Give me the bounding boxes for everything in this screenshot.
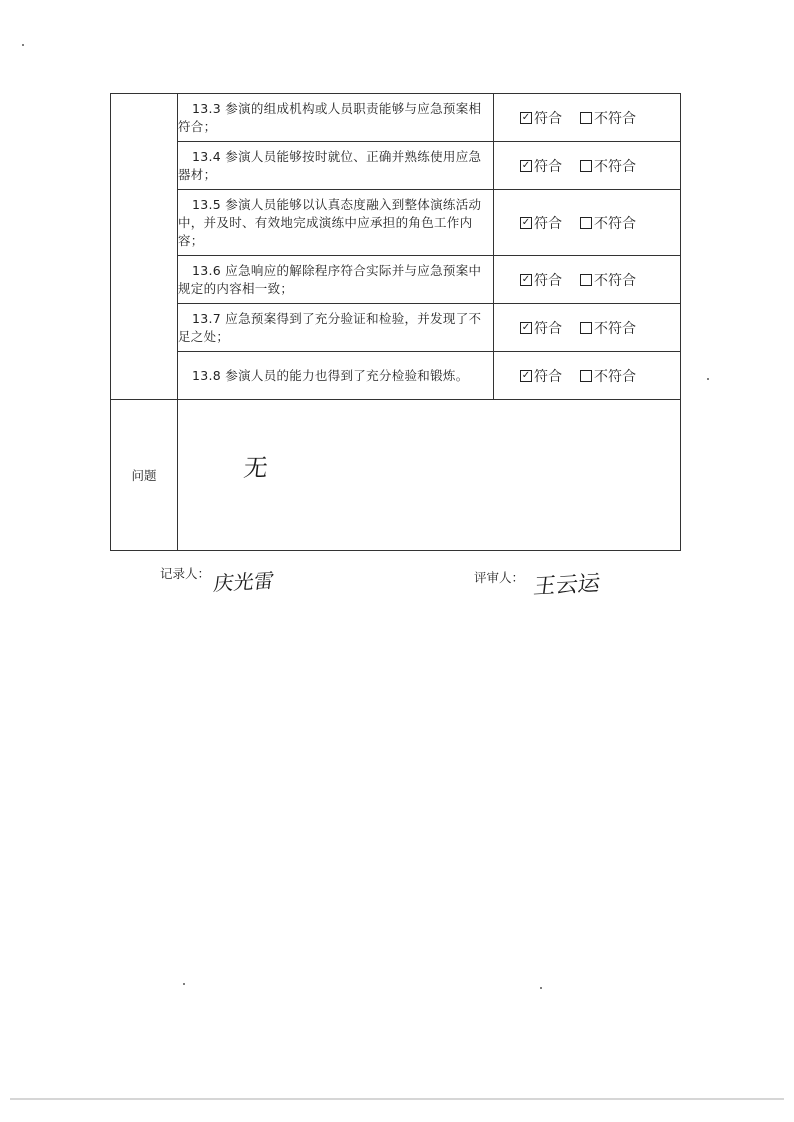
checkbox-pass[interactable]: ✓ [521,216,531,228]
checkbox-fail[interactable] [580,112,592,124]
table-row [111,352,681,400]
problem-answer: 无 [242,454,270,482]
result-cell [494,142,681,190]
reviewer-label: 评审人： [474,570,525,585]
table-row [111,190,681,256]
checkbox-pass[interactable]: ✓ [521,273,531,285]
item-text: 13.4 参演人员能够按时就位、正确并熟练使用应急器材； [178,148,482,182]
pass-label: 符合 [534,110,562,127]
result-cell [494,304,681,352]
result-cell [494,190,681,256]
pass-label: 符合 [534,320,562,337]
checkbox-fail[interactable] [580,274,592,286]
scan-speck [707,378,709,380]
scan-speck [22,44,24,46]
item-text: 13.6 应急响应的解除程序符合实际并与应急预案中规定的内容相一致； [178,262,482,296]
fail-label: 不符合 [594,320,636,337]
pass-label: 符合 [534,158,562,175]
problem-answer-cell [178,400,681,551]
item-text-cell [178,190,494,256]
checkbox-pass[interactable]: ✓ [521,321,531,333]
checkbox-fail[interactable] [580,322,592,334]
item-text: 13.8 参演人员的能力也得到了充分检验和锻炼。 [192,367,469,383]
category-cell [111,94,178,400]
recorder-label: 记录人： [160,566,211,581]
scan-edge-line [10,1098,784,1100]
fail-label: 不符合 [594,110,636,127]
scan-speck [540,987,542,989]
table-row [111,142,681,190]
checkbox-fail[interactable] [580,217,592,229]
pass-label: 符合 [534,215,562,232]
fail-label: 不符合 [594,272,636,289]
item-text-cell [178,142,494,190]
pass-label: 符合 [534,272,562,289]
result-cell [494,352,681,400]
checkbox-pass[interactable]: ✓ [521,159,531,171]
problem-label: 问题 [131,468,157,483]
evaluation-table [110,93,681,551]
fail-label: 不符合 [594,215,636,232]
table-row [111,256,681,304]
checkbox-pass[interactable]: ✓ [521,369,531,381]
problem-label-cell [111,400,178,551]
scan-speck [183,983,185,985]
item-text: 13.5 参演人员能够以认真态度融入到整体演练活动中，并及时、有效地完成演练中应承担的角色工作内容； [178,196,482,248]
reviewer-signature: 王云运 [531,571,602,600]
item-text: 13.7 应急预案得到了充分验证和检验，并发现了不足之处； [178,310,482,344]
checkbox-fail[interactable] [580,370,592,382]
result-cell [494,94,681,142]
checkbox-fail[interactable] [580,160,592,172]
pass-label: 符合 [534,368,562,385]
table-row [111,94,681,142]
fail-label: 不符合 [594,158,636,175]
table-row-problem [111,400,681,551]
result-cell [494,256,681,304]
table-row [111,304,681,352]
item-text-cell [178,256,494,304]
checkbox-pass[interactable]: ✓ [521,111,531,123]
recorder-signature: 庆光雷 [212,568,276,596]
fail-label: 不符合 [594,368,636,385]
item-text-cell [178,304,494,352]
item-text-cell [178,94,494,142]
item-text: 13.3 参演的组成机构或人员职责能够与应急预案相符合； [178,100,482,134]
item-text-cell [178,352,494,400]
